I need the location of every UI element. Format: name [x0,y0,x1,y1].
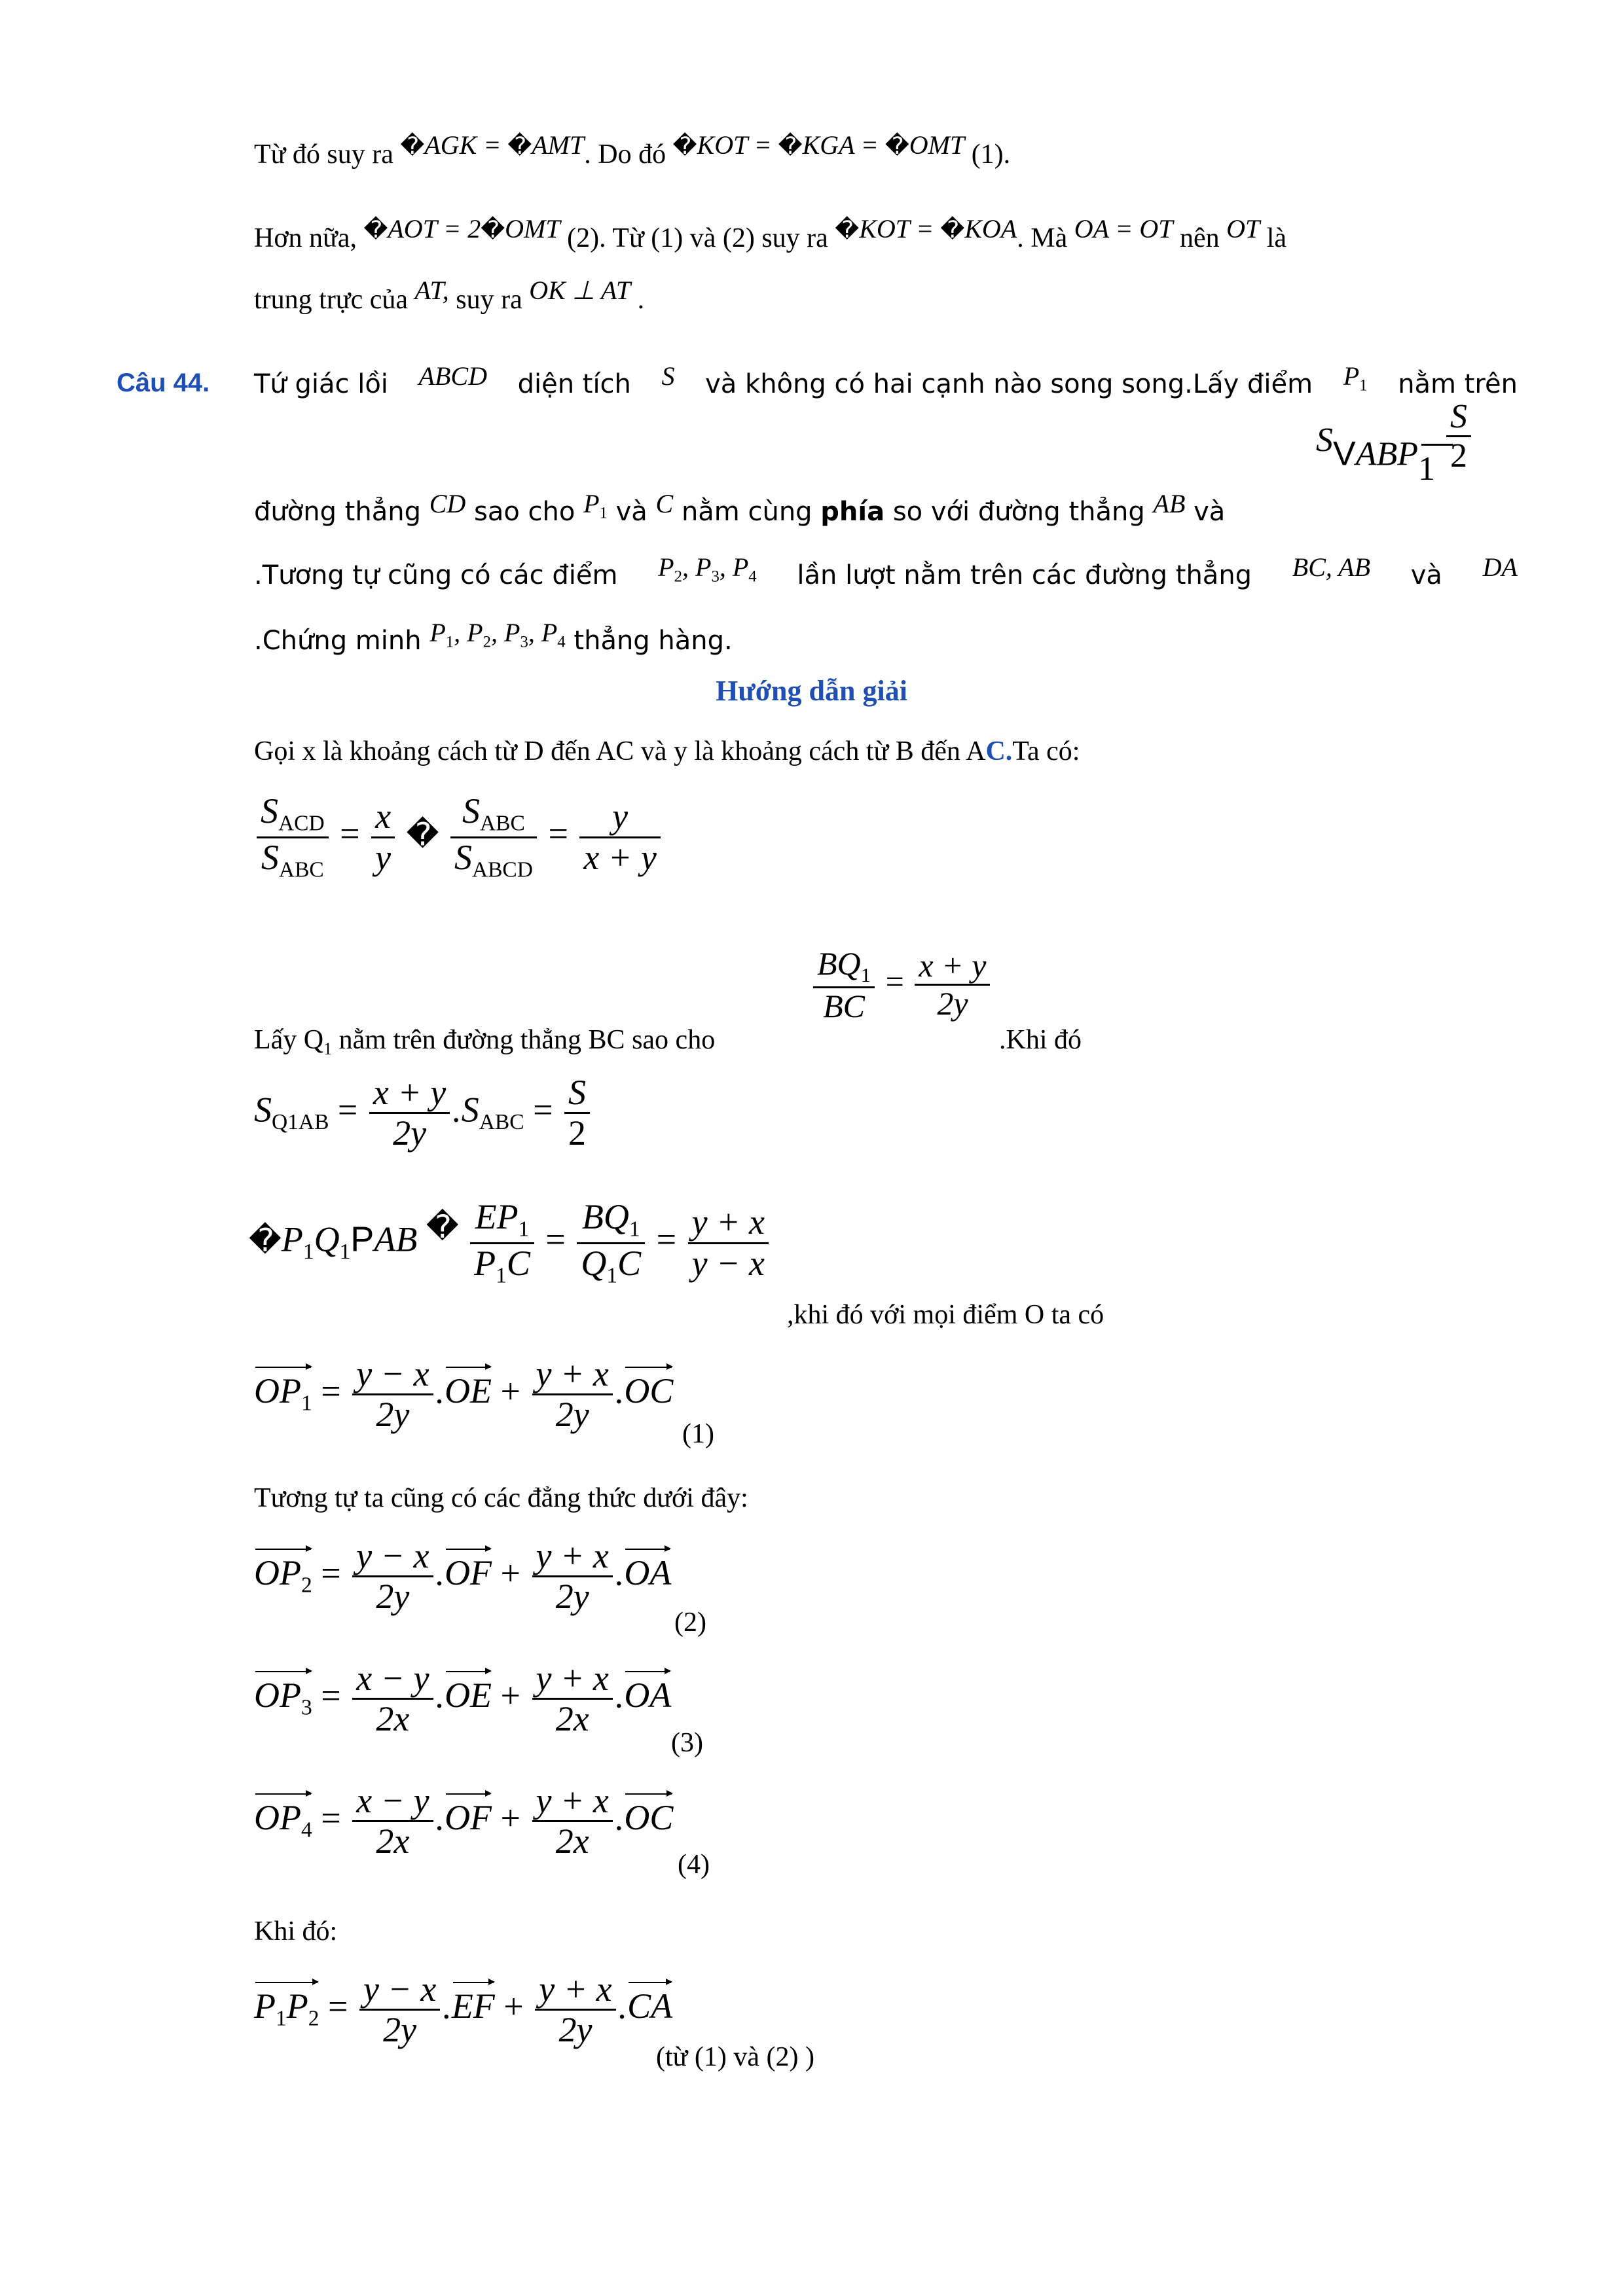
text-l2b: (2). Từ (1) và (2) suy ra [567,223,828,253]
eq-label-1: (1) [682,1419,714,1449]
math-bc-ab: BC, AB [1292,552,1371,582]
equation-op1: $OP_1$ = $\frac{y - x}{2y}$ .OE + $\frac{y + x}{2y}$ .OC [254,1354,674,1435]
equation-area-ratio: $\frac{S_{ACD}}{S_{ABC}}$ = $\frac{x}{y}$ � $\frac{S_{ABC}}{S_{ABCD}}$ = $\frac{y}{x + y}$ [254,792,663,882]
problem-p6: sao cho [473,497,575,527]
eq-label-4: (4) [678,1850,710,1880]
frac-yx-2y-2: $\frac{y + x}{2y}$ [532,1355,613,1435]
frac-yx-2y-4: $\frac{y + x}{2y}$ [532,1537,613,1617]
solution-line-5: Khi đó: [254,1916,338,1946]
problem-p3: và không có hai cạnh nào song song.Lấy điểm [705,369,1313,399]
frac-yx-2x-2: $\frac{y + x}{2x}$ [532,1782,613,1861]
frac-yx-2y-5: $\frac{y - x}{2y}$ [359,1970,440,2050]
frac-y-xy: $\frac{y}{x + y}$ [579,797,660,877]
math-abcd: ABCD [418,361,487,391]
frac-xy-2y: $\frac{x + y}{2y}$ [915,948,990,1022]
problem-p2: diện tích [517,369,631,399]
math-p2-p3-p4: $P_2$, $P_3$, $P_4$ [658,552,757,586]
math-oa-ot: OA = OT [1074,214,1173,243]
equation-op3: $OP_3$ = $\frac{x - y}{2x}$ .OE + $\frac{y + x}{2x}$ .OA [254,1659,672,1739]
text-l1a: Từ đó suy ra [254,139,393,170]
frac-yx-yx: $\frac{y + x}{y - x}$ [688,1203,769,1283]
frac-yx-2y-1: $\frac{y - x}{2y}$ [352,1355,433,1435]
frac-x-y: $\frac{x}{y}$ [371,797,395,877]
problem-p4: nằm trên [1398,369,1518,399]
problem-p8: nằm cùng [681,497,812,527]
solution-line-4: Tương tự ta cũng có các đẳng thức dưới đây: [254,1483,748,1513]
math-kot-koa: �KOT = �KOA [835,214,1017,243]
eq-label-3: (3) [671,1728,703,1758]
math-aot-2omt: �AOT = 2�OMT [363,214,560,243]
problem-p1: Tứ giác lồi [254,369,388,399]
text-l3b: suy ra [456,285,522,315]
frac-yx-2x-1: $\frac{y + x}{2x}$ [532,1659,613,1739]
frac-sacd-sabc: $\frac{S_{ACD}}{S_{ABC}}$ [257,792,329,882]
problem-p13: và [1410,560,1442,590]
text-line-2 [254,214,1287,253]
frac-yx-2y-3: $\frac{y - x}{2y}$ [352,1537,433,1617]
problem-p5: đường thẳng [254,497,421,527]
frac-sabc-sabcd: $\frac{S_{ABC}}{S_{ABCD}}$ [450,792,537,882]
math-ab: AB [1153,489,1186,518]
text-l1b: . Do đó [584,139,666,170]
math-at: AT, [414,276,449,305]
math-da: DA [1482,552,1518,582]
equation-op4: $OP_4$ = $\frac{x - y}{2x}$ .OF + $\frac{y + x}{2x}$ .OC [254,1781,674,1861]
text-l1c: (1). [971,139,1011,170]
text-l2c: . Mà [1017,223,1068,253]
solution-s2b: nằm trên đường thẳng BC sao cho [338,1025,716,1055]
frac-bq1-bc: $\frac{BQ_1}{BC}$ [813,946,875,1024]
solution-heading: Hướng dẫn giải [716,675,907,707]
math-angle-kot: �KOT = �KGA = �OMT [672,130,965,160]
text-line-3: trung trực của AT, suy ra OK ⊥ AT . [254,276,645,315]
math-p1-b: $P_1$ [583,489,608,522]
frac-s-over-2: $\frac{S}{2}$ [1446,398,1471,475]
problem-p7: và [615,497,647,527]
equation-sq1ab: $S_{Q1AB}$ = $\frac{x + y}{2y}$ $.S_{ABC}$ = $\frac{S}{2}$ [254,1073,593,1153]
text-l3a: trung trực của [254,285,408,315]
solution-khi-do: .Khi đó [999,1025,1082,1055]
math-ot: OT [1226,214,1260,243]
math-s: S [661,361,675,391]
problem-p10: và [1194,497,1226,527]
fraction-bar [1421,444,1453,446]
equation-op2: $OP_2$ = $\frac{y - x}{2y}$ .OF + $\frac{y + x}{2y}$ .OA [254,1536,672,1617]
solution-s2a: Lấy Q [254,1025,324,1055]
problem-line-1 [254,361,1518,403]
text-l2e: là [1266,223,1287,253]
frac-xy-2x-2: $\frac{x - y}{2x}$ [352,1782,433,1861]
frac-bq1-q1c: $\frac{BQ_1}{Q_1C}$ [577,1198,645,1288]
equation-bq1-bc: $\frac{BQ_1}{BC}$ = $\frac{x + y}{2y}$ [811,946,993,1024]
frac-yx-2y-6: $\frac{y + x}{2y}$ [535,1970,615,2050]
frac-ep1-p1c: $\frac{EP_1}{P_1C}$ [470,1198,534,1288]
solution-line-2: Lấy $Q_1$ nằm trên đường thẳng BC sao cho [254,1025,716,1059]
problem-p9: so với đường thẳng [892,497,1145,527]
math-p1: $P_1$ [1343,361,1368,395]
problem-line-4 [254,618,733,660]
eq-label-5: (từ (1) và (2) ) [656,2042,814,2072]
text-l2a: Hơn nữa, [254,223,357,253]
solution-s1c: Ta có: [1012,736,1080,766]
equation-p1p2: $P_1P_2$ = $\frac{y - x}{2y}$ .EF + $\frac{y + x}{2y}$ .CA [254,1969,673,2050]
math-ok-perp-at: OK ⊥ AT [529,276,631,305]
problem-p15: thẳng hàng. [574,626,733,656]
problem-p11: .Tương tự cũng có các điểm [254,560,618,590]
equation-parallel: $�P_1Q_1PAB$ � $\frac{EP_1}{P_1C}$ = $\frac{BQ_1}{Q_1C}$ = $\frac{y + x}{y - x}$ [249,1198,771,1288]
math-angle-agk-amt: �AGK = �AMT [400,130,585,160]
solution-s1a: Gọi x là khoảng cách từ D đến AC và y là khoảng cách từ B đến A [254,736,986,766]
solution-line-3: ,khi đó với mọi điểm O ta có [787,1300,1104,1330]
problem-label: Câu 44. [117,368,210,397]
problem-p12: lần lượt nằm trên các đường thẳng [797,560,1252,590]
problem-line-2 [254,489,1226,531]
math-c: C [655,489,674,518]
math-cd: CD [429,489,466,518]
problem-p8b: phía [820,497,885,527]
solution-line-1 [254,738,1080,765]
problem-p14: .Chứng minh [254,626,422,656]
text-l2d: nên [1179,223,1220,253]
frac-xy-2y-b: $\frac{x + y}{2y}$ [369,1073,450,1153]
problem-line-3 [254,552,1518,594]
math-s-abp1: SVABP1 $\frac{S}{2}$ [1316,419,1474,495]
frac-xy-2x-1: $\frac{x - y}{2x}$ [352,1659,433,1739]
eq-label-2: (2) [674,1607,706,1638]
text-line-1 [254,130,1011,170]
solution-s1b: C. [985,736,1013,766]
frac-s-2-b: $\frac{S}{2}$ [564,1073,590,1153]
math-p1-p2-p3-p4: $P_1$, $P_2$, $P_3$, $P_4$ [429,618,566,651]
